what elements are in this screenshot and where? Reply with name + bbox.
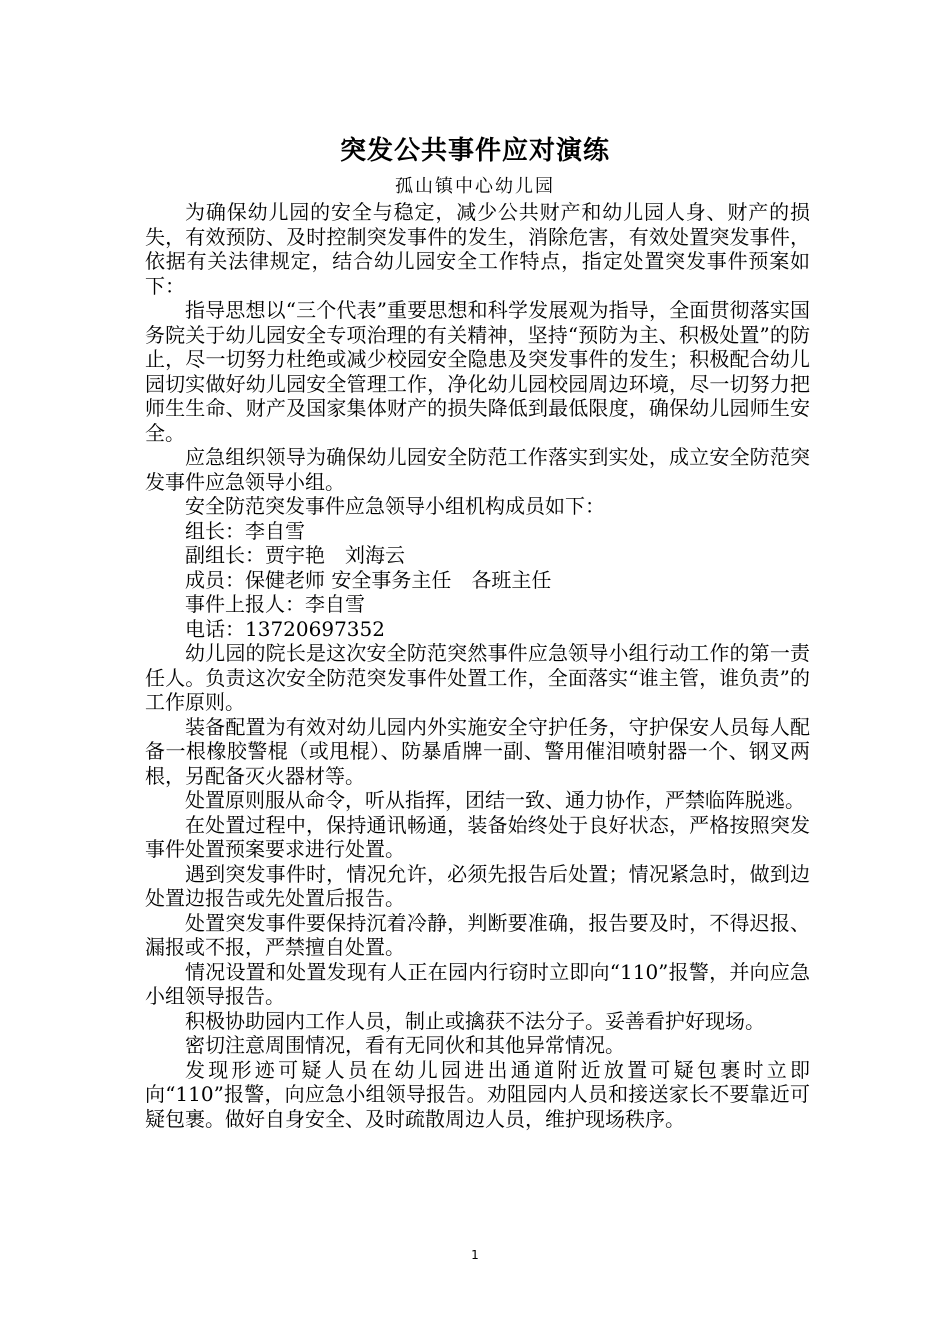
paragraph-principles: 处置原则服从命令，听从指挥，团结一致、通力协作，严禁临阵脱逃。 bbox=[185, 788, 805, 812]
document-subtitle: 孤山镇中心幼儿园 bbox=[395, 176, 555, 197]
paragraph-phone: 电话：13720697352 bbox=[185, 616, 385, 641]
paragraph-members: 成员：保健老师 安全事务主任 各班主任 bbox=[185, 567, 552, 592]
paragraph-intro: 为确保幼儿园的安全与稳定，减少公共财产和幼儿园人身、财产的损失，有效预防、及时控制突发事件的发生，消除危害，有效处置突发事件，依据有关法律规定，结合幼儿园安全工作特点，指定处置突发事件预案如下： bbox=[145, 200, 810, 298]
document-body bbox=[145, 200, 810, 1131]
paragraph-equipment: 装备配置为有效对幼儿园内外实施安全守护任务，守护保安人员每人配备一根橡胶警棍（或甩棍）、防暴盾牌一副、警用催泪喷射器一个、钢叉两根，另配备灭火器材等。 bbox=[145, 714, 810, 788]
paragraph-deputy-leaders: 副组长：贾宇艳 刘海云 bbox=[185, 543, 405, 567]
document-title: 突发公共事件应对演练 bbox=[339, 136, 610, 166]
paragraph-guiding-ideology: 指导思想以“三个代表”重要思想和科学发展观为指导，全面贯彻落实国务院关于幼儿园安全专项治理的有关精神，坚持“预防为主、积极处置”的防止，尽一切努力杜绝或减少校园安全隐患及突发事件的发生；积极配合幼儿园切实做好幼儿园安全管理工作，净化幼儿园校园周边环境，尽一切努力把师生生命、财产及国家集体财产的损失降低到最低限度，确保幼儿园师生安全。 bbox=[145, 298, 810, 445]
paragraph-communication: 在处置过程中，保持通讯畅通，装备始终处于良好状态，严格按照突发事件处置预案要求进行处置。 bbox=[145, 812, 810, 861]
paragraph-theft-scenario: 情况设置和处置发现有人正在园内行窃时立即向“110”报警，并向应急小组领导报告。 bbox=[145, 959, 810, 1008]
page-number: 1 bbox=[471, 1248, 479, 1262]
paragraph-assist-staff: 积极协助园内工作人员，制止或擒获不法分子。妥善看护好现场。 bbox=[185, 1008, 765, 1033]
paragraph-reporting: 遇到突发事件时，情况允许，必须先报告后处置；情况紧急时，做到边处置边报告或先处置后报告。 bbox=[145, 861, 810, 910]
paragraph-team-leader: 组长：李自雪 bbox=[185, 518, 305, 543]
paragraph-responsibility: 幼儿园的院长是这次安全防范突然事件应急领导小组行动工作的第一责任人。负责这次安全防范突发事件处置工作，全面落实“谁主管，谁负责”的工作原则。 bbox=[145, 641, 810, 714]
paragraph-reporter: 事件上报人：李自雪 bbox=[185, 592, 365, 616]
paragraph-suspicious-package: 发现形迹可疑人员在幼儿园进出通道附近放置可疑包裹时立即向“110”报警，向应急小组领导报告。劝阻园内人员和接送家长不要靠近可疑包裹。做好自身安全、及时疏散周边人员，维护现场秩序。 bbox=[145, 1057, 810, 1131]
paragraph-calm-handling: 处置突发事件要保持沉着冷静，判断要准确，报告要及时，不得迟报、漏报或不报，严禁擅自处置。 bbox=[145, 910, 810, 959]
paragraph-members-heading: 安全防范突发事件应急领导小组机构成员如下： bbox=[185, 494, 605, 518]
paragraph-watch-surroundings: 密切注意周围情况，看有无同伙和其他异常情况。 bbox=[185, 1033, 625, 1057]
paragraph-emergency-organization: 应急组织领导为确保幼儿园安全防范工作落实到实处，成立安全防范突发事件应急领导小组。 bbox=[145, 445, 810, 494]
